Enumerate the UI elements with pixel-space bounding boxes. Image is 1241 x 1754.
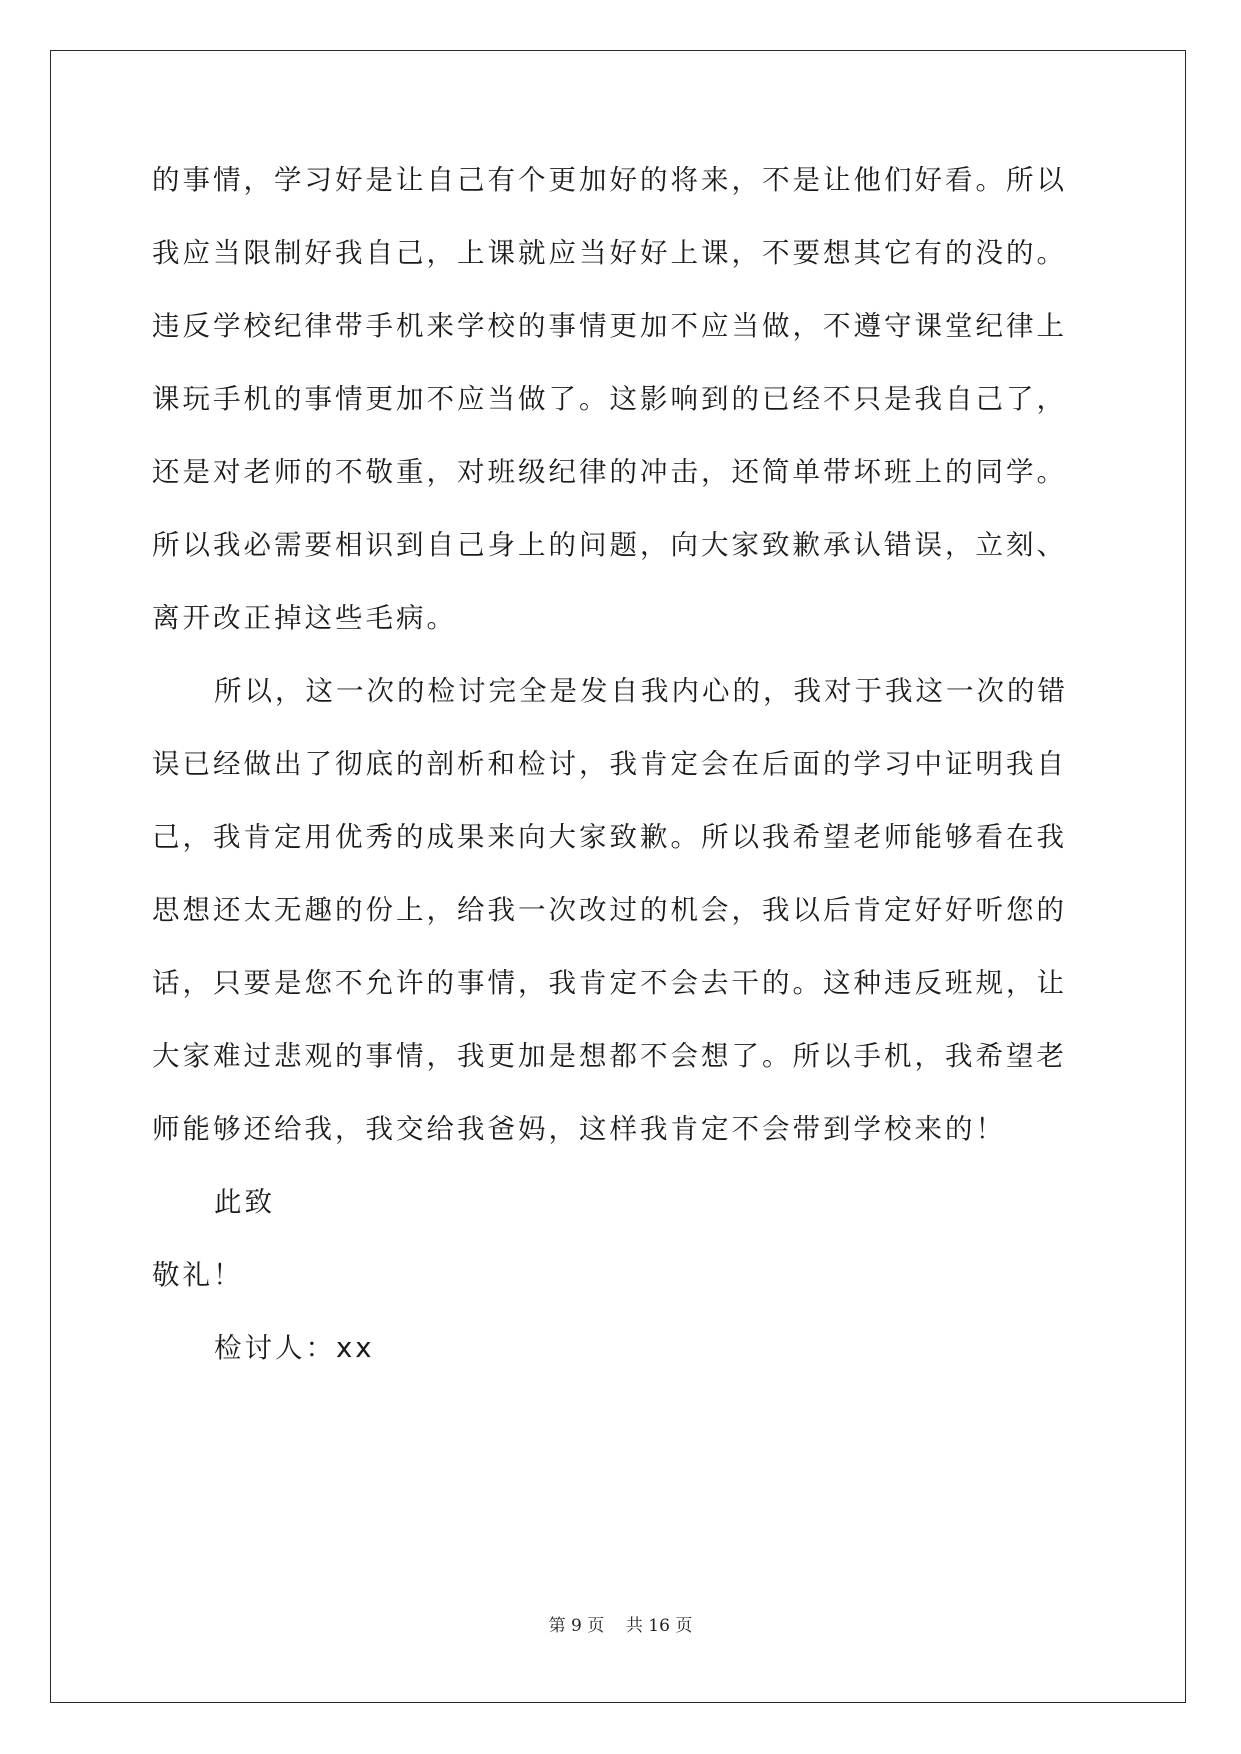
body-line-7: 离开改正掉这些毛病。 [152,602,457,634]
body-line-13: 大家难过悲观的事情，我更加是想都不会想了。所以手机，我希望老 [152,1040,1067,1072]
body-line-10: 己，我肯定用优秀的成果来向大家致歉。所以我希望老师能够看在我 [152,821,1067,853]
page-border [50,50,1186,1703]
body-line-11: 思想还太无趣的份上，给我一次改过的机会，我以后肯定好好听您的 [152,894,1067,926]
signature-text: 检讨人：xx [214,1332,375,1364]
body-line-2: 我应当限制好我自己，上课就应当好好上课，不要想其它有的没的。 [152,237,1067,269]
page-number-footer: 第 9 页 共 16 页 [548,1616,693,1636]
closing-text: 此致 [214,1186,275,1218]
salute-text: 敬礼！ [152,1259,244,1291]
body-line-1: 的事情，学习好是让自己有个更加好的将来，不是让他们好看。所以 [152,164,1067,196]
body-line-6: 所以我必需要相识到自己身上的问题，向大家致歉承认错误，立刻、 [152,529,1067,561]
body-line-4: 课玩手机的事情更加不应当做了。这影响到的已经不只是我自己了， [152,383,1067,415]
body-line-9: 误已经做出了彻底的剖析和检讨，我肯定会在后面的学习中证明我自 [152,748,1067,780]
body-line-3: 违反学校纪律带手机来学校的事情更加不应当做，不遵守课堂纪律上 [152,310,1067,342]
body-line-5: 还是对老师的不敬重，对班级纪律的冲击，还简单带坏班上的同学。 [152,456,1067,488]
body-line-12: 话，只要是您不允许的事情，我肯定不会去干的。这种违反班规，让 [152,967,1067,999]
body-line-14: 师能够还给我，我交给我爸妈，这样我肯定不会带到学校来的！ [152,1113,1006,1145]
body-line-8: 所以，这一次的检讨完全是发自我内心的，我对于我这一次的错 [214,675,1068,707]
